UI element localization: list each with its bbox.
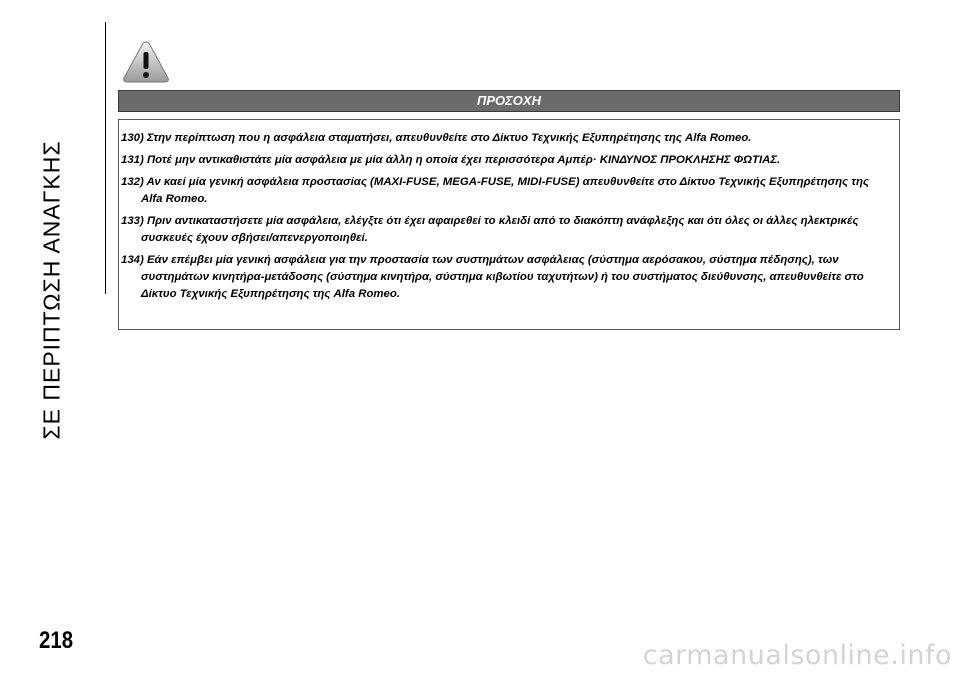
warning-header: ΠΡΟΣΟΧΗ [118,90,900,112]
note-130: 130) Στην περίπτωση που η ασφάλεια σταματήσει, απευθυνθείτε στο Δίκτυο Τεχνικής Εξυπηρέτησης της Alfa Romeo. [121,132,752,144]
page-number: 218 [39,627,74,654]
note-133: 133) Πριν αντικαταστήσετε μία ασφάλεια, ελέγξτε ότι έχει αφαιρεθεί το κλειδί από το διακόπτη ανάφλεξης και ότι όλες οι άλλες ηλεκτρικές συσκευές έχουν σβήσει/απενεργοποιηθεί. [121,215,859,244]
section-title: ΣΕ ΠΕΡΙΠΤΩΣΗ ΑΝΑΓΚΗΣ [38,140,65,440]
note-134: 134) Εάν επέμβει μία γενική ασφάλεια για την προστασία των συστημάτων ασφάλειας (σύστημα αερόσακου, σύστημα πέδησης), των συστημάτων κινητήρα-μετάδοσης (σύστημα κινητήρα, σύστημα κιβωτίου ταχυτήτων) ή του συστήματος διεύθυνσης, απευθυνθείτε στο Δίκτυο Τεχνικής Εξυπηρέτησης της Alfa Romeo. [121,254,864,300]
note-132: 132) Αν καεί μία γενική ασφάλεια προστασίας (MAXI-FUSE, MEGA-FUSE, MIDI-FUSE) απευθυνθείτε στο Δίκτυο Τεχνικής Εξυπηρέτησης της Alfa Romeo. [121,176,869,205]
watermark: carmanualsonline.info [642,640,952,671]
warning-triangle-icon [122,40,170,84]
section-divider [105,22,106,294]
warning-notes [118,119,900,330]
note-131: 131) Ποτέ μην αντικαθιστάτε μία ασφάλεια με μία άλλη η οποία έχει περισσότερα Αμπέρ· ΚΙΝΔΥΝΟΣ ΠΡΟΚΛΗΣΗΣ ΦΩΤΙΑΣ. [121,154,781,166]
